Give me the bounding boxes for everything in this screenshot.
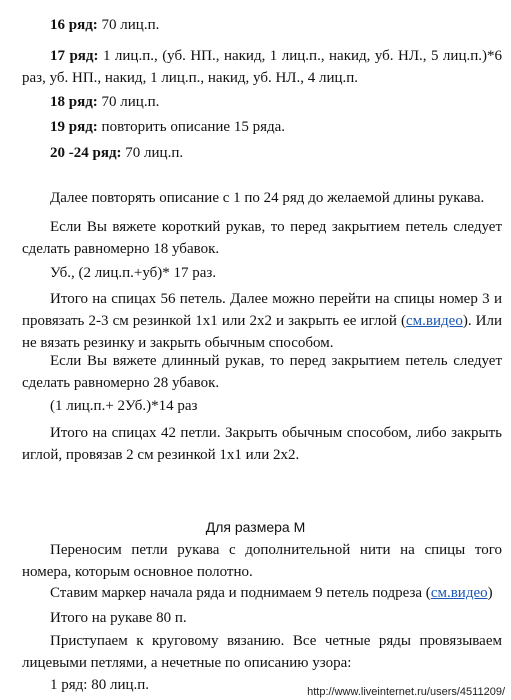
row-label: 17 ряд: — [50, 48, 99, 64]
row-17 — [22, 45, 502, 89]
row-label: 16 ряд: — [50, 17, 98, 33]
circular-paragraph: Приступаем к круговому вязанию. Все четные ряды провязываем лицевыми петлями, а нечетные по описанию узора: — [22, 633, 502, 671]
video-link-2[interactable]: см.видео — [430, 585, 488, 601]
watermark: http://www.liveinternet.ru/users/4511209/ — [307, 686, 505, 698]
marker-text: Ставим маркер начала ряда и поднимаем 9 петель подреза ( — [50, 585, 431, 601]
row-text: 70 лиц.п. — [97, 94, 160, 110]
video-link[interactable]: см.видео — [406, 313, 463, 329]
row-18 — [50, 91, 502, 113]
short-sleeve-paragraph: Если Вы вяжете короткий рукав, то перед закрытием петель следует сделать равномерно 18 убавок. — [22, 219, 502, 257]
row-label: 1 ряд: — [50, 677, 88, 693]
row-20-24 — [50, 142, 502, 164]
row-text: 1 лиц.п., (уб. НП., накид, 1 лиц.п., накид, уб. НЛ., 5 лиц.п.)*6 раз, уб. НП., накид, 1 лиц.п., накид, уб. НЛ., 4 лиц.п. — [22, 48, 502, 86]
marker-text-end: ) — [487, 585, 493, 601]
row-label: 19 ряд: — [50, 119, 98, 135]
total-42-paragraph: Итого на спицах 42 петли. Закрыть обычным способом, либо закрыть иглой, провязав 2 см резинкой 1х1 или 2х2. — [22, 425, 502, 463]
marker-paragraph — [22, 582, 502, 604]
decrease-formula-2: (1 лиц.п.+ 2Уб.)*14 раз — [50, 398, 198, 414]
repeat-paragraph: Далее повторять описание с 1 по 24 ряд до желаемой длины рукава. — [50, 190, 485, 206]
total-56-paragraph — [22, 288, 502, 354]
long-sleeve-paragraph: Если Вы вяжете длинный рукав, то перед закрытием петель следует сделать равномерно 28 убавок. — [22, 353, 502, 391]
transfer-paragraph: Переносим петли рукава с дополнительной нити на спицы того номера, которым основное полотно. — [22, 542, 502, 580]
row-text: повторить описание 15 ряда. — [97, 119, 286, 135]
total-56-text-end: ). Или не вязать резинку и закрыть обычным способом. — [22, 313, 503, 351]
row-label: 20 -24 ряд: — [50, 145, 122, 161]
row-16 — [50, 14, 502, 36]
row-label: 18 ряд: — [50, 94, 98, 110]
row-text: 70 лиц.п. — [121, 145, 184, 161]
total-80-paragraph: Итого на рукаве 80 п. — [50, 610, 187, 626]
row-19 — [50, 116, 502, 138]
row-text: 80 лиц.п. — [87, 677, 150, 693]
total-56-text: Итого на спицах 56 петель. Далее можно перейти на спицы номер 3 и провязать 2-3 см резинкой 1х1 или 2х2 и закрыть ее иглой ( — [22, 291, 502, 329]
size-m-heading: Для размера М — [205, 519, 306, 535]
decrease-formula: Уб., (2 лиц.п.+уб)* 17 раз. — [50, 265, 217, 281]
row-text: 70 лиц.п. — [97, 17, 160, 33]
